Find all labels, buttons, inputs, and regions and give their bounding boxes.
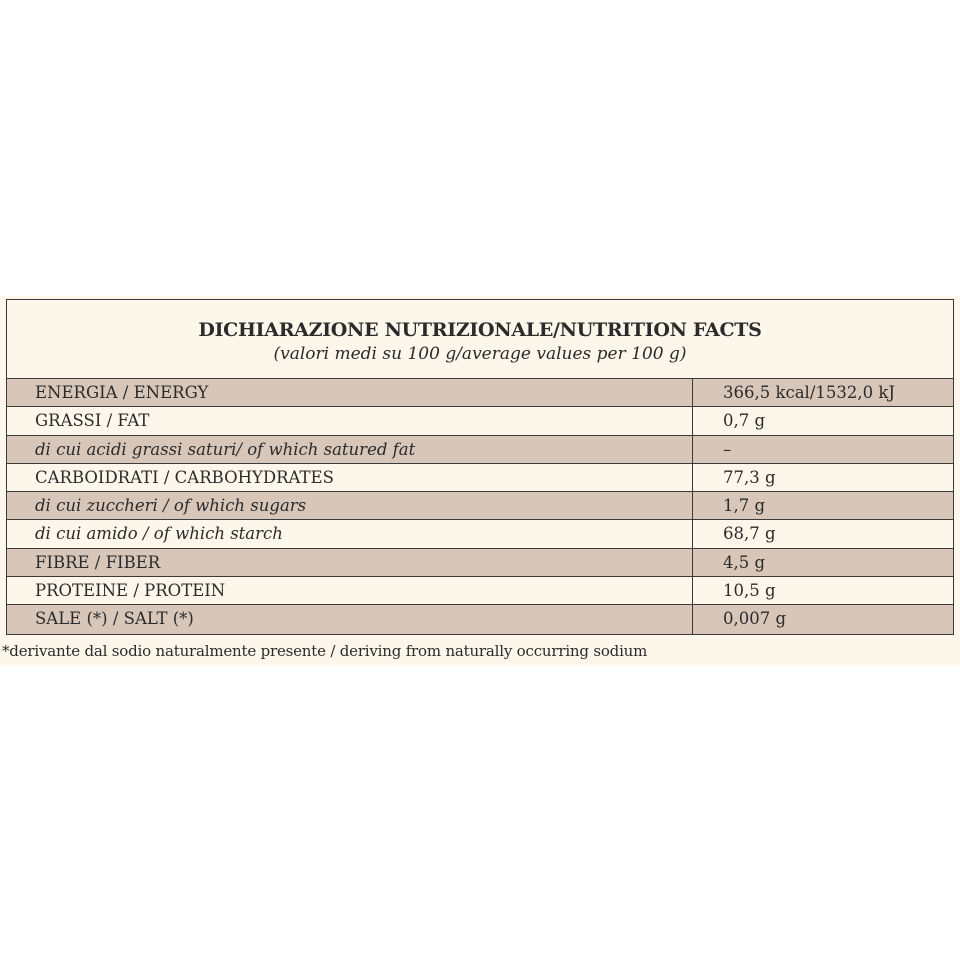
row-label: SALE (*) / SALT (*) [7,605,693,633]
footnote: *derivante dal sodio naturalmente presente / deriving from naturally occurring sodium [2,642,648,660]
row-value: – [723,439,732,459]
table-row [7,407,953,435]
row-value: 1,7 g [723,496,766,516]
table-row [7,492,953,520]
row-label: di cui amido / of which starch [7,520,693,547]
row-label: ENERGIA / ENERGY [7,379,693,406]
table-row [7,379,953,407]
table-header [7,300,953,379]
nutrition-panel [0,296,960,666]
table-row [7,549,953,577]
table-title: DICHIARAZIONE NUTRIZIONALE/NUTRITION FACTS [198,319,762,341]
row-label: di cui acidi grassi saturi/ of which satured fat [7,436,693,463]
row-value: 366,5 kcal/1532,0 kJ [723,383,895,402]
table-row [7,577,953,605]
row-value: 68,7 g [723,524,776,544]
row-label: GRASSI / FAT [7,407,693,434]
row-label: di cui zuccheri / of which sugars [7,492,693,519]
row-label: FIBRE / FIBER [7,549,693,576]
nutrition-table [6,299,954,635]
row-value: 0,007 g [723,609,787,629]
table-subtitle: (valori medi su 100 g/average values per 100 g) [273,344,687,364]
row-value: 10,5 g [723,581,776,601]
row-value: 0,7 g [723,411,766,431]
table-row [7,520,953,548]
row-value: 77,3 g [723,467,776,487]
row-value: 4,5 g [723,552,766,572]
row-label: PROTEINE / PROTEIN [7,577,693,604]
table-row [7,464,953,492]
table-row [7,436,953,464]
row-label: CARBOIDRATI / CARBOHYDRATES [7,464,693,491]
table-row [7,605,953,633]
